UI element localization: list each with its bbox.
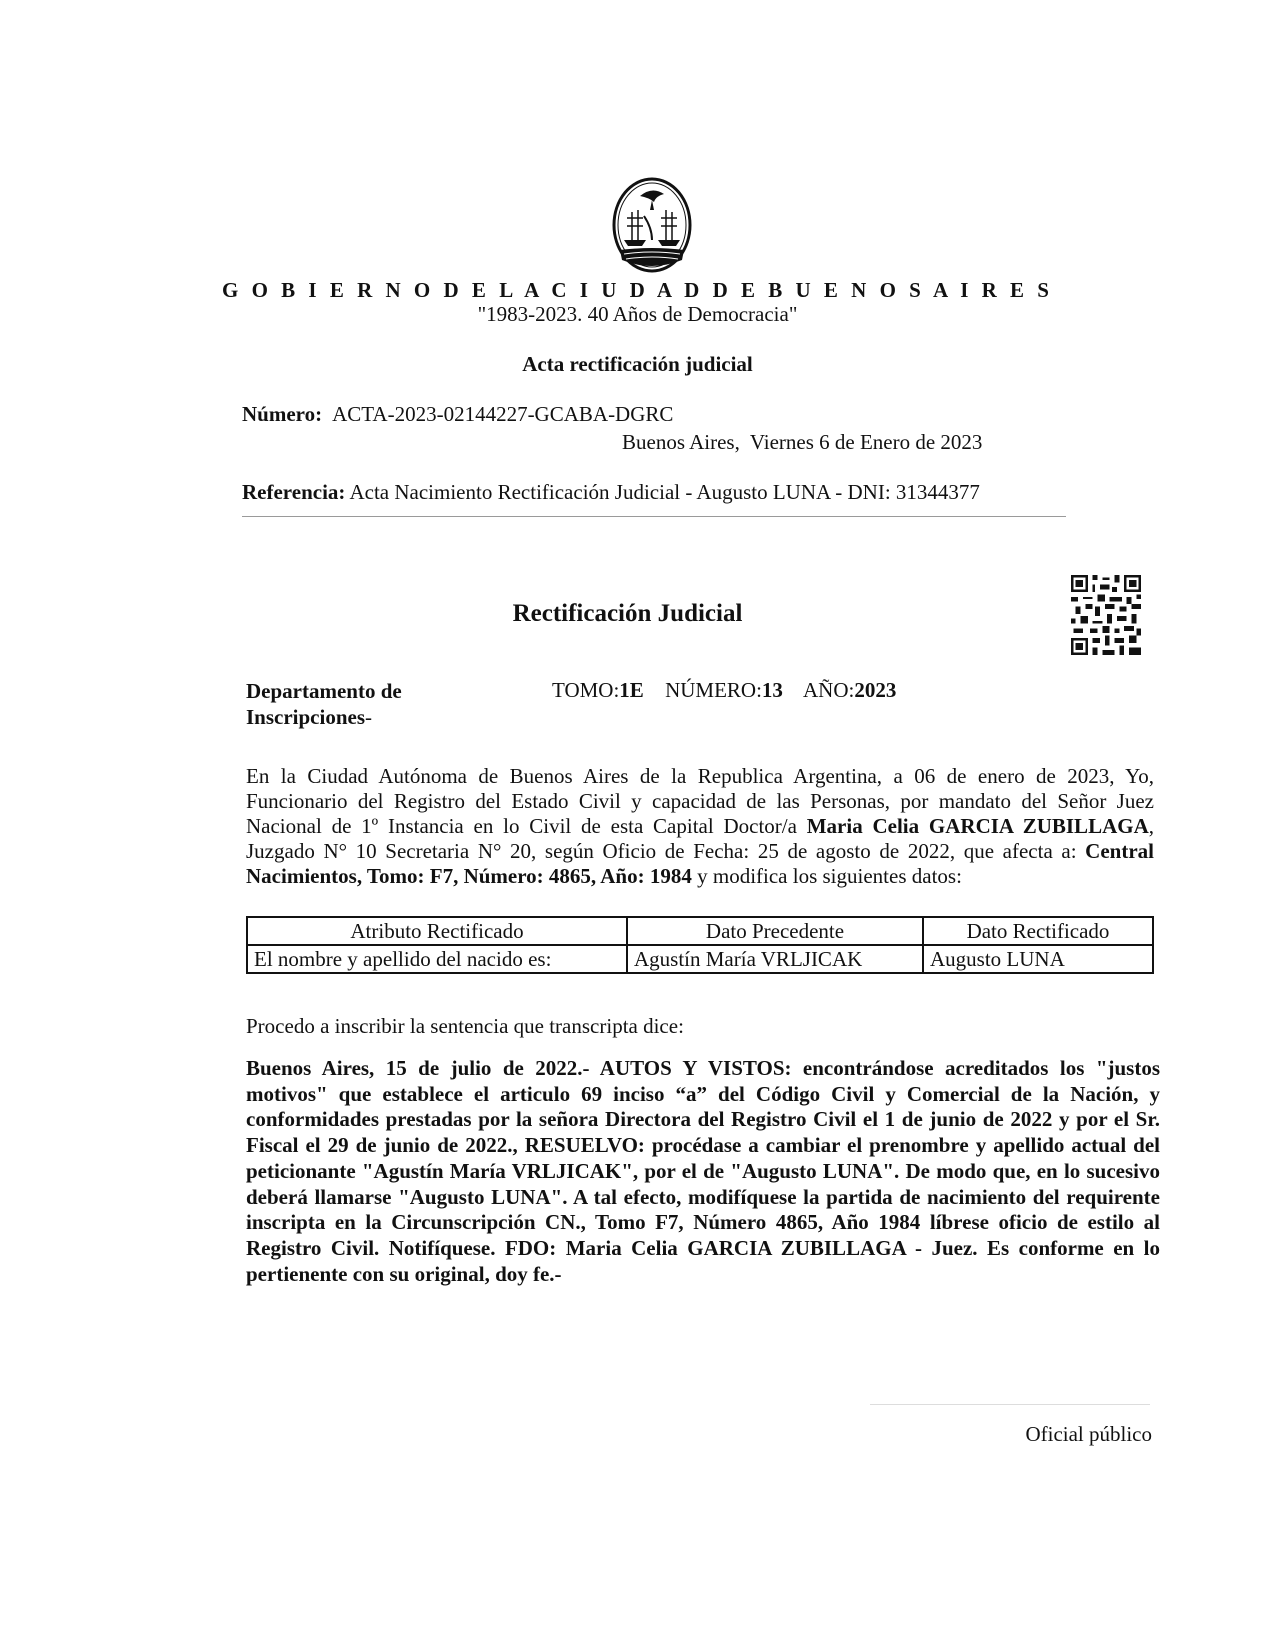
numero-value: ACTA-2023-02144227-GCABA-DGRC — [332, 402, 674, 426]
tomo-value: 1E — [619, 678, 644, 702]
table-cell: Agustín María VRLJICAK — [627, 945, 923, 973]
referencia-label: Referencia: — [242, 480, 346, 504]
divider — [242, 516, 1066, 517]
department-dash: - — [365, 705, 373, 729]
registry-numero-label: NÚMERO: — [665, 678, 762, 702]
government-title: G O B I E R N O D E L A C I U D A D D E B U E N O S A I R E S — [222, 278, 1053, 302]
city-coat-of-arms-icon — [610, 176, 694, 274]
place: Buenos Aires, — [622, 430, 740, 454]
anio-label: AÑO: — [803, 678, 855, 702]
anio-value: 2023 — [854, 678, 897, 702]
table-header: Dato Precedente — [627, 917, 923, 945]
procedo-text: Procedo a inscribir la sentencia que transcripta dice: — [246, 1014, 684, 1038]
table-header: Dato Rectificado — [923, 917, 1153, 945]
referencia-value: Acta Nacimiento Rectificación Judicial - Augusto LUNA - DNI: 31344377 — [349, 480, 980, 504]
signature-title: Oficial público — [1025, 1422, 1152, 1446]
department-line-1: Departamento de — [246, 679, 402, 703]
department-line-2: Inscripciones — [246, 705, 366, 729]
table-cell: Augusto LUNA — [923, 945, 1153, 973]
motto: "1983-2023. 40 Años de Democracia" — [477, 302, 798, 326]
signature-line — [870, 1404, 1150, 1405]
reference-row — [242, 480, 980, 505]
qr-code-icon — [1070, 575, 1142, 655]
document-type: Acta rectificación judicial — [522, 352, 753, 376]
page-title: Rectificación Judicial — [512, 600, 743, 627]
date: Viernes 6 de Enero de 2023 — [749, 430, 983, 454]
document-number-row — [242, 402, 673, 427]
department — [246, 678, 476, 730]
table-cell: El nombre y apellido del nacido es: — [247, 945, 627, 973]
affected-record: Central Nacimientos, Tomo: F7, Número: 4865, Año: 1984 — [246, 839, 1154, 888]
sentence-text: Buenos Aires, 15 de julio de 2022.- AUTOS Y VISTOS: encontrándose acreditados los "justos motivos" que establece el articulo 69 inciso “a” del Código Civil y Comercial de la Nación, y conformidades prestadas por la señora Directora del Registro Civil el 1 de junio de 2022 y por el Sr. Fiscal el 29 de junio de 2022., RESUELVO: procédase a cambiar el prenombre y apellido actual del peticionante "Agustín María VRLJICAK", por el de "Augusto LUNA". De modo que, en lo sucesivo deberá llamarse "Augusto LUNA". A tal efecto, modifíquese la partida de nacimiento del requirente inscripta en la Circunscripción CN., Tomo F7, Número 4865, Año 1984 líbrese oficio de estilo al Registro Civil. Notifíquese. FDO: Maria Celia GARCIA ZUBILLAGA - Juez. Es conforme en lo pertienente con su original, doy fe.- — [246, 1056, 1160, 1286]
table-header-row — [247, 917, 1153, 945]
tomo-label: TOMO: — [552, 678, 620, 702]
registry-numero-value: 13 — [761, 678, 783, 702]
body-paragraph — [246, 764, 1154, 889]
table-header: Atributo Rectificado — [247, 917, 627, 945]
judge-name: Maria Celia GARCIA ZUBILLAGA — [806, 814, 1149, 838]
numero-label: Número: — [242, 402, 323, 426]
body-text-2: , Juzgado N° 10 Secretaria N° 20, según Oficio de Fecha: 25 de agosto de 2022, que afecta a: — [246, 814, 1154, 863]
registry-reference — [552, 678, 896, 703]
rectification-table — [246, 916, 1154, 974]
date-row — [622, 430, 982, 455]
body-text-3: y modifica los siguientes datos: — [691, 864, 962, 888]
body-text-1: En la Ciudad Autónoma de Buenos Aires de la Republica Argentina, a 06 de enero de 2023, Yo, Funcionario del Registro del Estado Civil y capacidad de las Personas, por mandato del Señor Juez Nacional de 1º Instancia en lo Civil de esta Capital Doctor/a — [246, 764, 1154, 838]
table-row — [247, 945, 1153, 973]
